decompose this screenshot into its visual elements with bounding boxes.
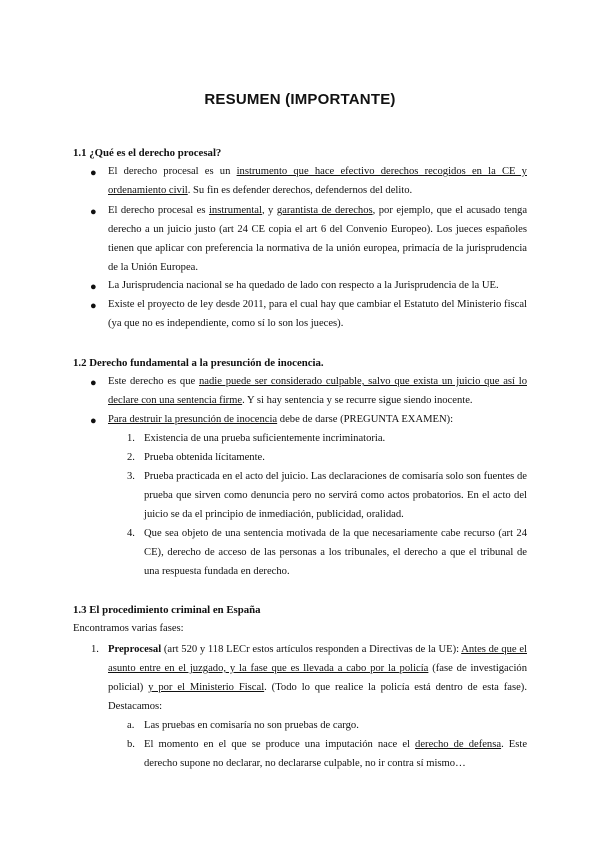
bullet-icon: ●: [90, 167, 97, 179]
list-number: 3.: [127, 471, 135, 482]
bullet-icon: ●: [90, 377, 97, 389]
paragraph-s1-b4: Existe el proyecto de ley desde 2011, para el cual hay que cambiar el Estatuto del Ministerio fiscal (ya que no es independiente, como sí lo son los jueces).: [108, 299, 527, 329]
paragraph-s3-item1: Preprocesal (art 520 y 118 LECr estos artículos responden a Directivas de la UE): Antes de que el asunto entre en el juzgado, y la fase que es llevada a cabo por la policía (fase de investigación policial) y por el Ministerio Fiscal. (Todo lo que realice la policía está dentro de esta fase). Destacamos:: [108, 644, 528, 712]
list-number: 1.: [91, 644, 99, 655]
paragraph-s1-b2: El derecho procesal es instrumental, y garantista de derechos, por ejemplo, que el acusado tenga derecho a un juicio justo (art 24 CE copia el art 6 del Convenio Europeo). Los jueces españoles tienen que aplicar con preferencia la normativa de la unión europea, primacía de la jurisprudencia de la Unión Europea.: [108, 205, 528, 273]
sublist-item: El momento en el que se produce una imputación nace el derecho de defensa. Este derecho supone no declarar, no declararse culpable, no ir contra sí mismo…: [144, 739, 528, 769]
paragraph-s1-b3: La Jurisprudencia nacional se ha quedado de lado con respecto a la Jurisprudencia de la UE.: [108, 280, 499, 291]
list-item: Prueba practicada en el acto del juicio. Las declaraciones de comisaría solo son fuentes de prueba que sirven como denuncia pero no servirá como actos probatorios. En el acto del juicio se da el principio de inmediación, publicidad, oralidad.: [144, 471, 527, 520]
list-number: 1.: [127, 433, 135, 444]
bullet-icon: ●: [90, 281, 97, 293]
list-item: Existencia de una prueba suficientemente incriminatoria.: [144, 433, 386, 444]
intro-text: Encontramos varias fases:: [73, 623, 184, 634]
bullet-icon: ●: [90, 206, 97, 218]
bullet-icon: ●: [90, 300, 97, 312]
list-letter: b.: [127, 739, 135, 750]
paragraph-s1-b1: El derecho procesal es un instrumento que hace efectivo derechos recogidos en la CE y ordenamiento civil. Su fin es defender derechos, defendernos del delito.: [108, 166, 527, 196]
list-number: 2.: [127, 452, 135, 463]
section-heading-1-1: 1.1 ¿Qué es el derecho procesal?: [73, 147, 222, 159]
section-heading-1-3: 1.3 El procedimiento criminal en España: [73, 604, 261, 616]
paragraph-s2-b2: Para destruir la presunción de inocencia debe de darse (PREGUNTA EXAMEN):: [108, 414, 454, 425]
bullet-icon: ●: [90, 415, 97, 427]
section-heading-1-2: 1.2 Derecho fundamental a la presunción de inocencia.: [73, 357, 324, 369]
paragraph-s2-b1: Este derecho es que nadie puede ser considerado culpable, salvo que exista un juicio que así lo declare con una sentencia firme. Y si hay sentencia y se recurre sigue siendo inocente.: [108, 376, 527, 406]
list-item: Que sea objeto de una sentencia motivada de la que necesariamente cabe recurso (art 24 CE), derecho de acceso de las personas a los tribunales, el derecho a que el tribunal de una respuesta fundada en derecho.: [144, 528, 527, 577]
list-number: 4.: [127, 528, 135, 539]
list-item: Prueba obtenida lícitamente.: [144, 452, 265, 463]
page-title: RESUMEN (IMPORTANTE): [204, 91, 396, 108]
sublist-item: Las pruebas en comisaría no son pruebas de cargo.: [144, 720, 359, 731]
list-letter: a.: [127, 720, 135, 731]
